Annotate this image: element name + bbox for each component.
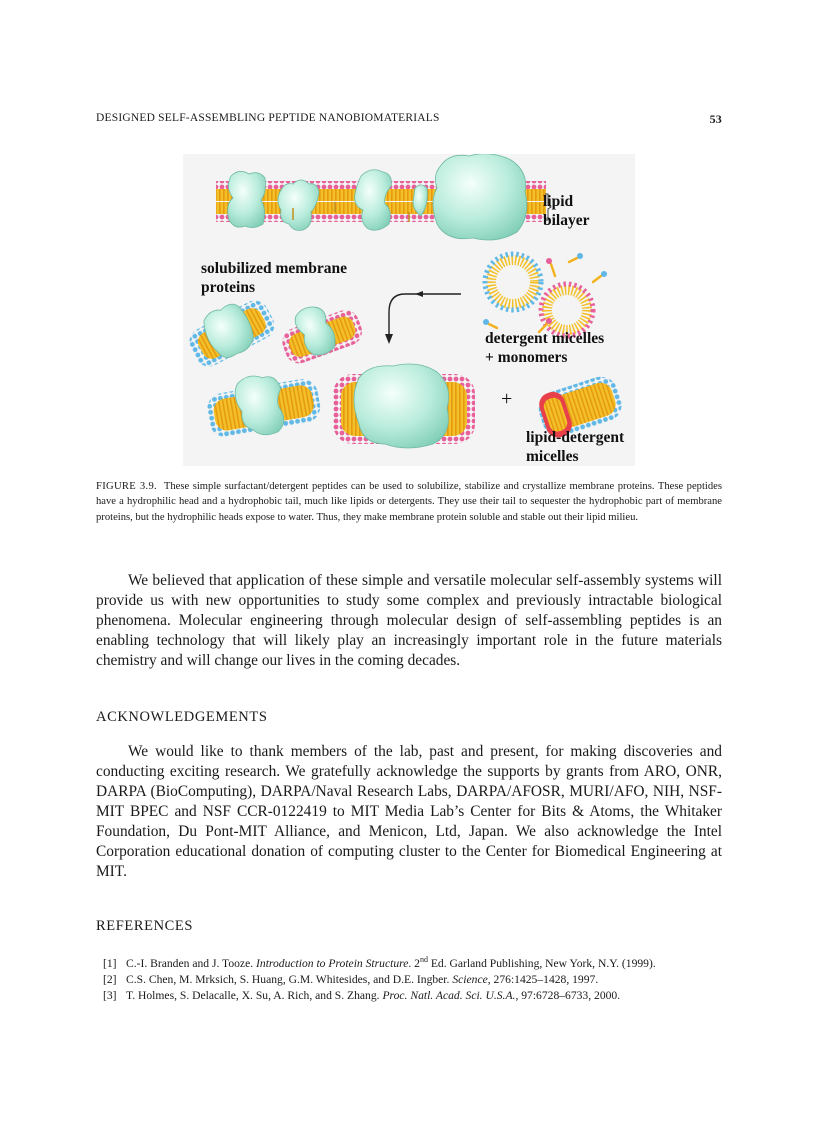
label-solubilized-1: solubilized membrane (201, 260, 347, 277)
figure-3-9 (183, 154, 635, 466)
running-header (96, 112, 722, 128)
reference-item (96, 988, 722, 1004)
reference-item (96, 972, 722, 988)
process-arrow (385, 291, 461, 344)
acknowledgements-heading: ACKNOWLEDGEMENTS (96, 709, 268, 725)
reference-authors: T. Holmes, S. Delacalle, X. Su, A. Rich, and S. Zhang. (126, 989, 380, 1002)
label-lipid-detergent-2: micelles (526, 448, 579, 465)
body-paragraph: We believed that application of these simple and versatile molecular self-assembly systems will provide us with new opportunities to study some complex and previously intractable biological phenomena. Molecular engineering through molecular design of self-assembling peptides is an enabling technology that will likely play an increasingly important role in the future materials chemistry and will change our lives in the coming decades. (96, 572, 722, 669)
reference-rest: , 97:6728–6733, 2000. (515, 989, 621, 1002)
reference-rest: , 276:1425–1428, 1997. (487, 973, 599, 986)
label-bilayer: bilayer (543, 212, 590, 229)
label-detergent-1: detergent micelles (485, 330, 605, 347)
reference-edition-suffix: nd (419, 955, 428, 965)
label-solubilized-2: proteins (201, 279, 255, 296)
page-number: 53 (709, 112, 722, 126)
reference-edition: 2 (414, 957, 420, 970)
reference-journal: Science (452, 973, 488, 986)
detergent-micelles (483, 253, 607, 336)
reference-title: Introduction to Protein Structure (256, 957, 409, 970)
caption-figure-number: FIGURE 3.9. (96, 481, 157, 492)
acknowledgements-text: We would like to thank members of the lab, past and present, for making discoveries and conducting exciting research. We gratefully acknowledge the supports by grants from ARO, ONR, DARPA (BioComputing), DARPA/Naval Research Labs, DARPA/AFOSR, MURI/AFO, NIH, NSF-MIT BPEC and NSF CCR-0122419 to MIT Media Lab’s Center for Bits & Atoms, the Whitaker Foundation, Du Pont-MIT Alliance, and Menicon, Ltd, Japan. We also acknowledge the Intel Corporation educational donation of computing cluster to the Center for Biomedical Engineering at MIT. (96, 743, 722, 880)
running-title: DESIGNED SELF-ASSEMBLING PEPTIDE NANOBIOMATERIALS (96, 112, 440, 124)
figure-caption (96, 479, 722, 525)
reference-list (96, 956, 722, 1004)
label-lipid-detergent-1: lipid-detergent (526, 429, 625, 446)
label-detergent-2: + monomers (485, 349, 568, 366)
solubilized-proteins (183, 288, 475, 448)
reference-item: [1] C.-I. Branden and J. Tooze. Introduction to Protein Structure. 2nd Ed. Garland Publishing, New York, N.Y. (1999). (103, 955, 656, 970)
reference-authors: C.S. Chen, M. Mrksich, S. Huang, G.M. Whitesides, and D.E. Ingber. (126, 973, 450, 986)
reference-number: [1] (103, 957, 117, 970)
reference-rest: Ed. Garland Publishing, New York, N.Y. (1999). (430, 957, 656, 970)
reference-journal: Proc. Natl. Acad. Sci. U.S.A. (382, 989, 516, 1002)
label-lipid: lipid (543, 193, 574, 210)
label-plus: + (501, 388, 513, 410)
reference-number: [3] (103, 989, 117, 1002)
reference-number: [2] (103, 973, 117, 986)
caption-text: These simple surfactant/detergent peptides can be used to solubilize, stabilize and crystallize membrane proteins. These peptides have a hydrophilic head and a hydrophobic tail, much like lipids or detergents. They use their tail to sequester the hydrophobic part of membrane proteins, but the hydrophilic heads expose to water. Thus, they make membrane protein soluble and stable out their lipid milieu. (96, 481, 722, 523)
reference-authors: C.-I. Branden and J. Tooze. (126, 957, 254, 970)
references-heading: REFERENCES (96, 918, 194, 934)
